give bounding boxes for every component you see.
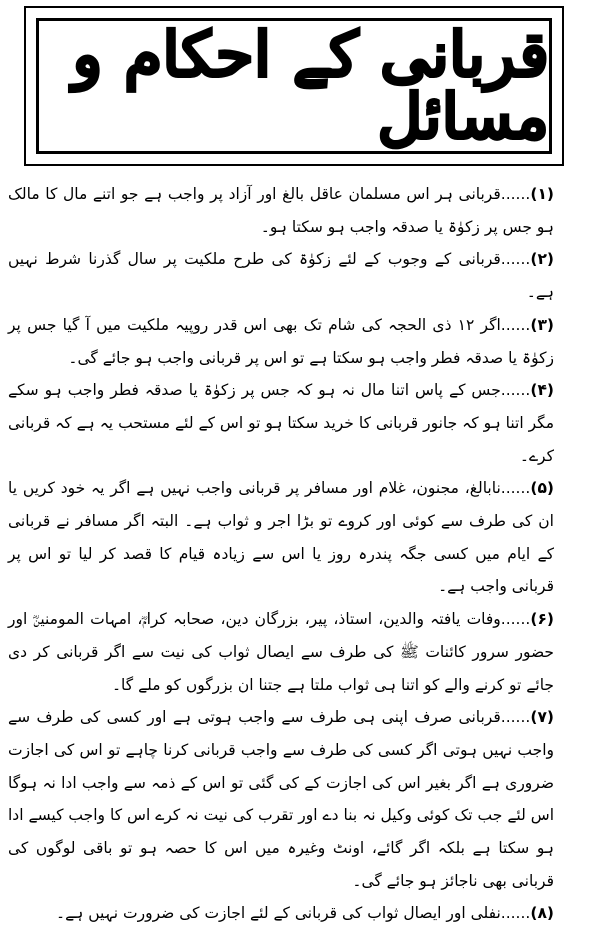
paragraph-5 xyxy=(8,472,582,603)
document-body xyxy=(8,178,582,930)
paragraph-text: ......نفلی اور ایصال ثواب کی قربانی کے لئے اجازت کی ضرورت نہیں ہے۔ xyxy=(56,904,531,923)
page-title: قربانی کے احکام و مسائل xyxy=(72,18,549,153)
paragraph-number: (۱) xyxy=(530,185,554,203)
paragraph-text: ......قربانی صرف اپنی ہی طرف سے واجب ہوتی ہے اور کسی کی طرف سے واجب نہیں ہوتی اگر کسی کی طرف سے واجب قربانی کرنا چاہے تو اس کی اجازت ضروری ہے اگر بغیر اس کی اجازت کے کی گئی تو اس کے ذمہ سے واجب ادا نہ ہوگا اس لئے جب تک کوئی وکیل نہ بنا دے اور تقرب کی نیت نہ کرے اس کا واجب کیسے ادا ہو سکتا ہے بلکہ اگر گائے، اونٹ وغیرہ میں اس کا حصہ ہو تو باقی لوگوں کی قربانی بھی ناجائز ہو جائے گی۔ xyxy=(8,708,554,890)
paragraph-text: ......قربانی کے وجوب کے لئے زکوٰۃ کی طرح ملکیت پر سال گذرنا شرط نہیں ہے۔ xyxy=(8,250,554,302)
paragraph-number: (۶) xyxy=(530,610,554,629)
paragraph-text: ......قربانی ہر اس مسلمان عاقل بالغ اور آزاد پر واجب ہے جو اتنے مال کا مالک ہو جس پر زکوٰۃ یا صدقہ واجب ہو سکتا ہو۔ xyxy=(8,185,554,236)
paragraph-text: ......وفات یافتہ والدین، استاذ، پیر، بزرگان دین، صحابہ کرامؓ، امہات المومنینؓ اور حضور سرور کائنات ﷺ کی طرف سے ایصال ثواب کی نیت سے اگر قربانی کر دی جائے تو کرنے والے کو اتنا ہی ثواب ملتا ہے جتنا ان بزرگوں کو ملے گا۔ xyxy=(8,610,554,694)
paragraph-number: (۳) xyxy=(530,315,554,334)
paragraph-number: (۴) xyxy=(530,381,554,400)
paragraph-3 xyxy=(8,309,582,374)
paragraph-number: (۵) xyxy=(530,479,554,498)
paragraph-7 xyxy=(8,701,582,897)
paragraph-number: (۷) xyxy=(530,708,554,727)
paragraph-text: ......جس کے پاس اتنا مال نہ ہو کہ جس پر زکوٰۃ یا صدقہ فطر واجب ہو سکے مگر اتنا ہو کہ جانور قربانی کا خرید سکتا ہو تو اس کے لئے مستحب یہ ہے کہ قربانی کرے۔ xyxy=(8,381,554,465)
paragraph-4 xyxy=(8,374,582,472)
title-frame-inner xyxy=(36,18,552,154)
title-frame xyxy=(24,6,564,166)
paragraph-2 xyxy=(8,243,582,308)
paragraph-text: ......نابالغ، مجنون، غلام اور مسافر پر قربانی واجب نہیں ہے اگر یہ خود کریں یا ان کی طرف سے کوئی اور کروے تو بڑا اجر و ثواب ہے۔ البتہ اگر مسافر نے قربانی کے ایام میں کسی جگہ پندرہ روز یا اس سے زیادہ قیام کا قصد کر لیا تو اس پر قربانی واجب ہے۔ xyxy=(8,479,554,596)
paragraph-number: (۲) xyxy=(530,250,554,269)
paragraph-number: (۸) xyxy=(530,904,554,923)
paragraph-text: ......اگر ۱۲ ذی الحجہ کی شام تک بھی اس قدر روپیہ ملکیت میں آ گیا جس پر زکوٰۃ یا صدقہ فطر واجب ہو سکتا ہے تو اس پر قربانی واجب ہو جائے گی۔ xyxy=(8,315,554,367)
paragraph-6 xyxy=(8,603,582,701)
paragraph-8 xyxy=(8,897,582,930)
paragraph-1 xyxy=(8,178,582,243)
